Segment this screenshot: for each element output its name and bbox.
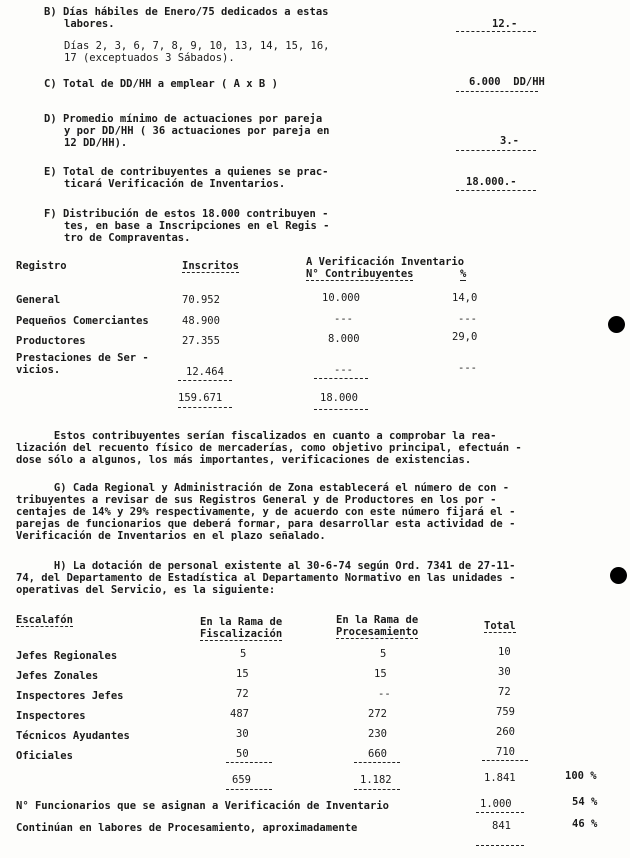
t1-row-contrib: --- xyxy=(334,364,353,376)
t2-row-total: 710 xyxy=(496,746,515,758)
paragraph-line: Estos contribuyentes serían fiscalizados en cuanto a comprobar la rea- xyxy=(16,430,497,442)
paragraph-line: 74, del Departamento de Estadística al Departamento Normativo en las unidades - xyxy=(16,572,516,584)
t2-row-proc: 660 xyxy=(368,748,387,760)
t1-sum-line-contrib xyxy=(314,378,368,379)
item-c-underline xyxy=(456,91,538,92)
t1-row-label: General xyxy=(16,294,61,306)
punch-hole xyxy=(610,567,627,584)
t1-row-label: Prestaciones de Ser - xyxy=(16,352,149,364)
t1-row-pct: 29,0 xyxy=(452,331,478,343)
t2-row-label: Jefes Regionales xyxy=(16,650,118,662)
t2-row-total: 30 xyxy=(498,666,511,678)
t1-header-pct: % xyxy=(460,268,467,280)
t2-row-total: 759 xyxy=(496,706,515,718)
t2-row-total: 260 xyxy=(496,726,515,738)
t1-total-line-contrib xyxy=(314,409,368,410)
t1-row-inscritos: 70.952 xyxy=(182,294,220,306)
t2-asignan-pct: 54 % xyxy=(572,796,598,808)
t2-sum-underline-proc xyxy=(354,789,400,790)
t2-sum-fisc: 659 xyxy=(232,774,251,786)
t2-final-underline xyxy=(476,845,524,846)
item-b-value: 12.- xyxy=(492,18,518,30)
t2-sum-pct: 100 % xyxy=(565,770,597,782)
t2-sum-proc: 1.182 xyxy=(360,774,392,786)
t2-row-proc: 5 xyxy=(380,648,387,660)
t2-header-fisc2: Fiscalización xyxy=(200,628,283,640)
t2-sum-total: 1.841 xyxy=(484,772,516,784)
paragraph-line: H) La dotación de personal existente al 30-6-74 según Ord. 7341 de 27-11- xyxy=(16,560,516,572)
paragraph-line: operativas del Servicio, es la siguiente: xyxy=(16,584,276,596)
item-e-line2: ticará Verificación de Inventarios. xyxy=(64,178,286,190)
t1-row-pct: --- xyxy=(458,362,477,374)
t2-row-fisc: 30 xyxy=(236,728,249,740)
item-b-days2: 17 (exceptuados 3 Sábados). xyxy=(64,52,235,64)
t2-header-total: Total xyxy=(484,620,516,632)
t1-total-contrib: 18.000 xyxy=(320,392,358,404)
t2-continuan-pct: 46 % xyxy=(572,818,598,830)
t2-asignan-underline xyxy=(476,812,524,813)
t1-row-pct: --- xyxy=(458,313,477,325)
paragraph-line: Verificación de Inventarios en el plazo señalado. xyxy=(16,530,326,542)
item-d-line2: y por DD/HH ( 36 actuaciones por pareja en xyxy=(64,125,330,137)
t2-row-fisc: 5 xyxy=(240,648,247,660)
t2-header-proc1: En la Rama de xyxy=(336,614,419,626)
item-e-line1: E) Total de contribuyentes a quienes se prac- xyxy=(44,166,329,178)
item-d-line3: 12 DD/HH). xyxy=(64,137,128,149)
t2-continuan-value: 841 xyxy=(492,820,511,832)
t2-row-fisc: 15 xyxy=(236,668,249,680)
t1-header-registro: Registro xyxy=(16,260,67,272)
t2-header-proc2: Procesamiento xyxy=(336,626,419,638)
t2-row-label: Técnicos Ayudantes xyxy=(16,730,130,742)
punch-hole xyxy=(608,316,625,333)
t2-header-escalafon: Escalafón xyxy=(16,614,73,626)
item-c-line: C) Total de DD/HH a emplear ( A x B ) xyxy=(44,78,278,90)
t1-header-inscritos: Inscritos xyxy=(182,260,239,272)
t1-total-inscritos: 159.671 xyxy=(178,392,223,404)
t1-row-label: Productores xyxy=(16,335,86,347)
t1-row-contrib: 8.000 xyxy=(328,333,360,345)
t2-row-label: Inspectores xyxy=(16,710,86,722)
t1-row-inscritos: 27.355 xyxy=(182,335,220,347)
t2-row-fisc: 487 xyxy=(230,708,249,720)
t1-row-label: Pequeños Comerciantes xyxy=(16,315,149,327)
item-e-value: 18.000.- xyxy=(466,176,517,188)
item-b-line2: labores. xyxy=(64,18,115,30)
item-d-underline xyxy=(456,150,536,151)
t2-sum-line-fisc xyxy=(226,762,272,763)
item-b-line1: B) Días hábiles de Enero/75 dedicados a estas xyxy=(44,6,329,18)
paragraph-line: centajes de 14% y 29% respectivamente, y de acuerdo con este número fijará el - xyxy=(16,506,516,518)
item-e-underline xyxy=(456,190,536,191)
item-d-line1: D) Promedio mínimo de actuaciones por pareja xyxy=(44,113,323,125)
t2-row-proc: 15 xyxy=(374,668,387,680)
t1-row-contrib: --- xyxy=(334,313,353,325)
paragraph-line: parejas de funcionarios que deberá formar, para desarrollar esta actividad de - xyxy=(16,518,516,530)
t2-row-proc: -- xyxy=(378,688,391,700)
t2-header-fisc1: En la Rama de xyxy=(200,616,283,628)
t1-header-ncontrib: N° Contribuyentes xyxy=(306,268,414,280)
t2-asignan-label: N° Funcionarios que se asignan a Verificación de Inventario xyxy=(16,800,389,812)
t2-row-total: 72 xyxy=(498,686,511,698)
t1-row-label2: vicios. xyxy=(16,364,61,376)
t1-row-contrib: 10.000 xyxy=(322,292,360,304)
paragraph-line: dose sólo a algunos, los más importantes, verificaciones de existencias. xyxy=(16,454,472,466)
t2-row-label: Oficiales xyxy=(16,750,73,762)
paragraph-line: lización del recuento físico de mercaderías, como objetivo principal, efectuán - xyxy=(16,442,522,454)
t1-row-inscritos: 48.900 xyxy=(182,315,220,327)
t2-row-proc: 272 xyxy=(368,708,387,720)
t2-row-fisc: 72 xyxy=(236,688,249,700)
t2-sum-line-total xyxy=(482,760,528,761)
item-c-value: 6.000 DD/HH xyxy=(469,76,545,88)
t1-row-pct: 14,0 xyxy=(452,292,478,304)
item-f-line3: tro de Compraventas. xyxy=(64,232,191,244)
t1-sum-line-inscritos xyxy=(178,380,232,381)
t1-row-inscritos: 12.464 xyxy=(186,366,224,378)
t1-header-averif: A Verificación Inventario xyxy=(306,256,465,268)
t2-row-label: Jefes Zonales xyxy=(16,670,99,682)
t2-row-fisc: 50 xyxy=(236,748,249,760)
t2-continuan-label: Continúan en labores de Procesamiento, aproximadamente xyxy=(16,822,358,834)
paragraph-line: G) Cada Regional y Administración de Zona establecerá el número de con - xyxy=(16,482,510,494)
t2-row-proc: 230 xyxy=(368,728,387,740)
item-b-days1: Días 2, 3, 6, 7, 8, 9, 10, 13, 14, 15, 16, xyxy=(64,40,330,52)
item-f-line1: F) Distribución de estos 18.000 contribuyen - xyxy=(44,208,329,220)
t2-row-label: Inspectores Jefes xyxy=(16,690,124,702)
t2-asignan-value: 1.000 xyxy=(480,798,512,810)
paragraph-line: tribuyentes a revisar de sus Registros General y de Productores en los por - xyxy=(16,494,497,506)
t2-sum-line-proc xyxy=(354,762,400,763)
item-d-value: 3.- xyxy=(500,135,519,147)
t2-row-total: 10 xyxy=(498,646,511,658)
t1-total-line-inscritos xyxy=(178,407,232,408)
item-f-line2: tes, en base a Inscripciones en el Regis - xyxy=(64,220,330,232)
item-b-underline xyxy=(456,31,536,32)
t2-sum-underline-fisc xyxy=(226,789,272,790)
